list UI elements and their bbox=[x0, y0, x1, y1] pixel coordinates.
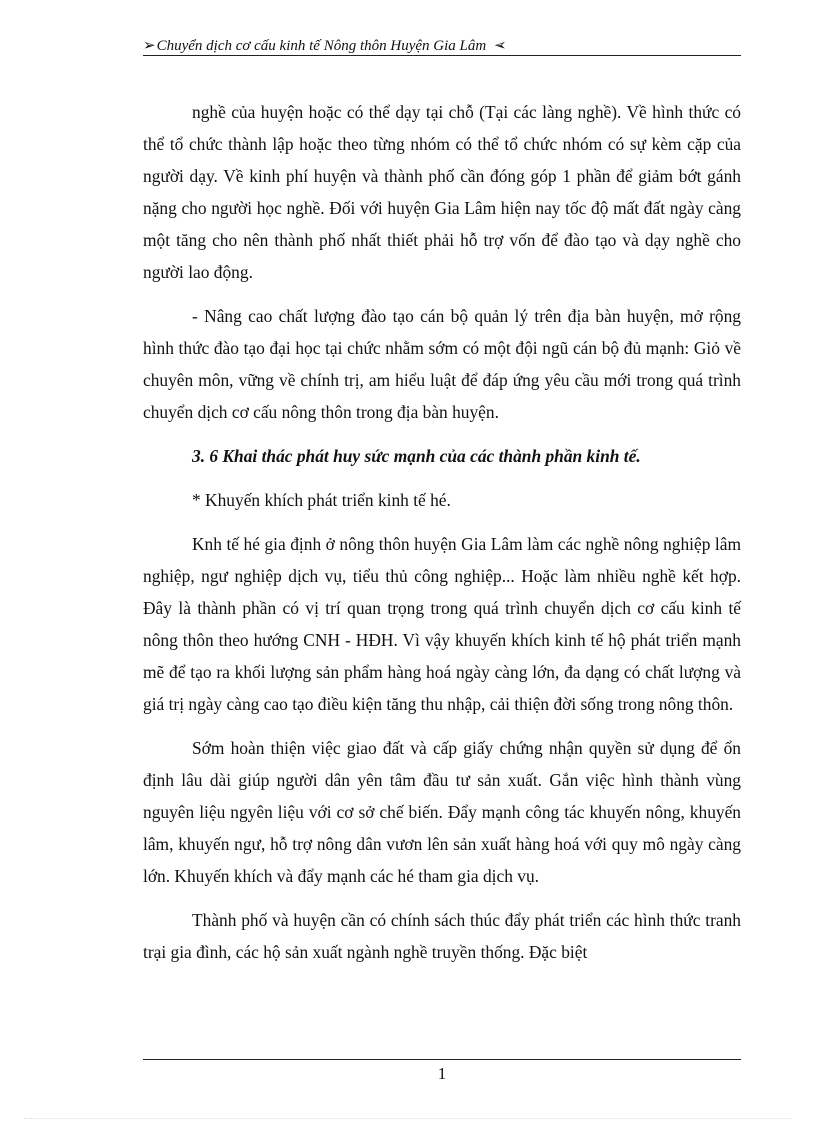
paragraph-household-economy: Knh tế hé gia định ở nông thôn huyện Gia Lâm làm các nghề nông nghiệp lâm nghiệp, ngư nghiệp dịch vụ, tiểu thủ công nghiệp... Hoặc làm nhiều nghề kết hợp. Đây là thành phần có vị trí quan trọng trong quá trình chuyển dịch cơ cấu kinh tế nông thôn theo hướng CNH - HĐH. Vì vậy khuyến khích kinh tế hộ phát triển mạnh mẽ để tạo ra khối lượng sản phẩm hàng hoá ngày càng lớn, đa dạng có chất lượng và giá trị ngày càng cao tạo điều kiện tăng thu nhập, cải thiện đời sống trong nông thôn. bbox=[143, 534, 741, 714]
footer-rule bbox=[143, 1059, 741, 1060]
header-right-arrow-icon: ➢ bbox=[493, 38, 507, 54]
paragraph-vocational-training: nghề của huyện hoặc có thể dạy tại chỗ (Tại các làng nghề). Về hình thức có thể tổ chức thành lập hoặc theo từng nhóm có thể tổ chức nhóm có sự kèm cặp của người dạy. Về kinh phí huyện và thành phố cần đóng góp 1 phần để giảm bớt gánh nặng cho người học nghề. Đối với huyện Gia Lâm hiện nay tốc độ mất đất ngày càng một tăng cho nên thành phố nhất thiết phải hỗ trợ vốn để đào tạo và dạy nghề cho người lao động. bbox=[143, 102, 741, 282]
paragraph-city-policy: Thành phố và huyện cần có chính sách thúc đẩy phát triển các hình thức tranh trại gia đình, các hộ sản xuất ngành nghề truyền thống. Đặc biệt bbox=[143, 910, 741, 962]
paragraph-cadre-training: - Nâng cao chất lượng đào tạo cán bộ quản lý trên địa bàn huyện, mở rộng hình thức đào tạo đại học tại chức nhằm sớm có một đội ngũ cán bộ đủ mạnh: Giỏ về chuyên môn, vững về chính trị, am hiểu luật để đáp ứng yêu cầu mới trong quá trình chuyển dịch cơ cấu nông thôn trong địa bàn huyện. bbox=[143, 306, 741, 422]
page-number: 1 bbox=[437, 1064, 447, 1083]
header-title: Chuyển dịch cơ cấu kinh tế Nông thôn Huyện Gia Lâm bbox=[156, 38, 487, 54]
section-heading-3-6: 3. 6 Khai thác phát huy sức mạnh của các thành phần kinh tế. bbox=[192, 446, 641, 466]
paragraph-land-allocation: Sớm hoàn thiện việc giao đất và cấp giấy chứng nhận quyền sử dụng để ổn định lâu dài giúp người dân yên tâm đầu tư sản xuất. Gắn việc hình thành vùng nguyên liệu ngyên liệu với cơ sở chế biến. Đẩy mạnh công tác khuyến nông, khuyến lâm, khuyến ngư, hỗ trợ nông dân vươn lên sản xuất hàng hoá với quy mô ngày càng lớn. Khuyến khích và đẩy mạnh các hé tham gia dịch vụ. bbox=[143, 738, 741, 886]
header-left-arrow-icon: ➢ bbox=[143, 38, 156, 54]
paragraph-household-economy-bullet: * Khuyến khích phát triển kinh tế hé. bbox=[192, 490, 451, 510]
header-rule bbox=[143, 55, 741, 56]
body-text bbox=[143, 96, 741, 980]
page-bottom-edge bbox=[24, 1118, 792, 1119]
